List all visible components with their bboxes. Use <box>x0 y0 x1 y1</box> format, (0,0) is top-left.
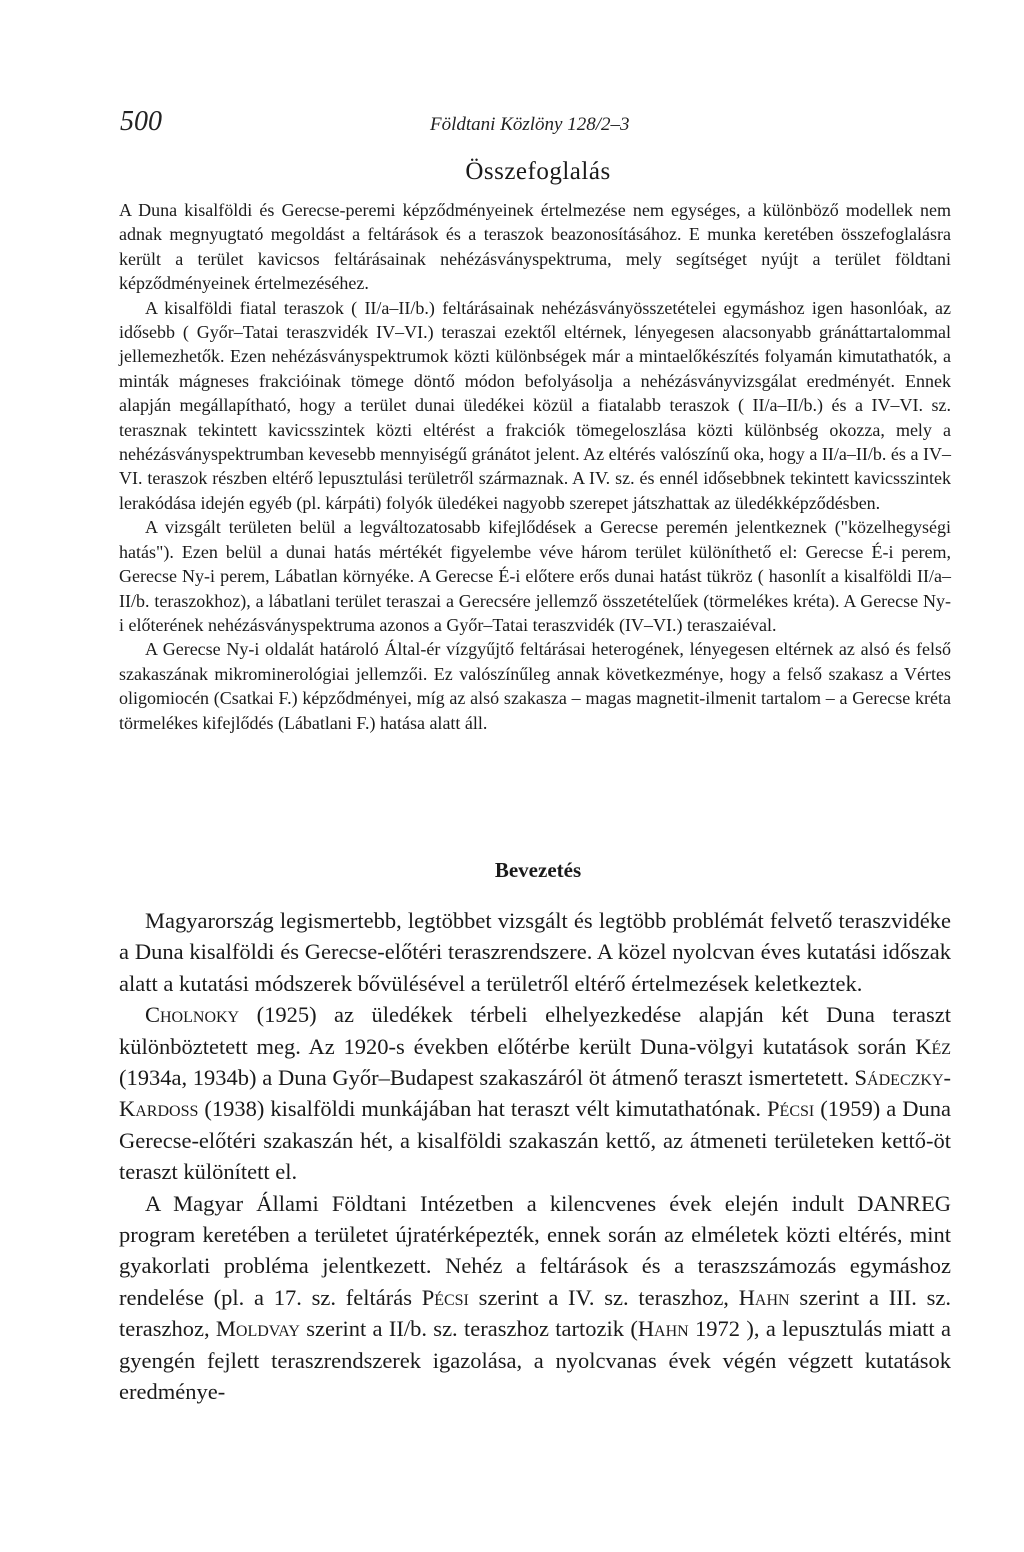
author-name: Cholnoky <box>145 1002 240 1028</box>
intro-paragraph <box>119 1188 951 1408</box>
author-name: Kéz <box>915 1033 951 1059</box>
text-run: szerint a IV. sz. teraszhoz, <box>468 1284 739 1310</box>
summary-paragraph: A Gerecse Ny-i oldalát határoló Által-ér vízgyűjtő feltárásai heterogének, lényegesen eltérnek az alsó és felső szakaszának mikrominerológiai jellemzői. Ez valószínűleg annak következménye, hogy a felső szakasz a Vértes oligomiocén (Csatkai F.) képződményei, míg az alsó szakasza – magas magnetit-ilmenit tartalom – a Gerecse kréta törmelékes kifejlődés (Lábatlani F.) hatása alatt áll. <box>119 639 951 733</box>
summary-paragraph: A kisalföldi fiatal teraszok ( II/a–II/b.) feltárásainak nehézásványösszetételei egymáshoz igen hasonlóak, az idősebb ( Győr–Tatai teraszvidék IV–VI.) teraszai ezektől eltérnek, lényegesen alacsonyabb gránáttartalommal jellemezhetők. Ezen nehézásványspektrumok közti különbségek már a mintaelőkészítés folyamán kimutathatók, a minták mágneses frakcióinak tömege döntő módon befolyásolja a nehézásványvizsgálat eredményét. Ennek alapján megállapítható, hogy a terület dunai üledékei közül a fiatalabb teraszok ( II/a–II/b.) és a IV–VI. sz. terasznak tekintett kavicsszintek közti eltérést a frakciók tömegeloszlása közti különbség okozza, mely a nehézásványspektrumban kevesebb mennyiségű gránátot jelent. Az eltérés valószínű oka, hogy a II/a–II/b. és a IV–VI. teraszok részben eltérő lepusztulási területről származnak. A IV. sz. és ennél idősebbnek tekintett kavicsszintek lerakódása idején egyéb (pl. kárpáti) folyók üledékei nagyobb szerepet játszhattak az üledékképződésben. <box>119 297 951 513</box>
author-name: Pécsi <box>767 1096 815 1122</box>
journal-title: Földtani Közlöny 128/2–3 <box>430 114 630 135</box>
text-run: (1959) a Duna Gerecse-előtéri szakaszán hét, a kisalföldi szakaszán kettő, az átmeneti területeken kettő-öt teraszt különített el. <box>119 1096 951 1185</box>
summary-paragraph: A vizsgált területen belül a legváltozatosabb kifejlődések a Gerecse peremén jelentkeznek ("közelhegységi hatás"). Ezen belül a dunai hatás mértékét figyelembe véve három terület különíthető el: Gerecse É-i perem, Gerecse Ny-i perem, Lábatlan környéke. A Gerecse É-i előtere erős dunai hatást tükröz ( hasonlít a kisalföldi II/a–II/b. teraszokhoz), a lábatlani terület teraszai a Gerecsére jellemző összetételűek (törmelékes kréta). A Gerecse Ny-i előterének nehézásványspektruma azonos a Győr–Tatai teraszvidék (IV–VI.) teraszaiéval. <box>119 517 951 635</box>
author-name: Hahn <box>637 1316 689 1342</box>
intro-paragraph <box>119 999 951 1187</box>
text-run: A Magyar Állami Földtani Intézetben a kilencvenes évek elején indult DANREG program keretében a területet újratérképezték, ennek során az elméletek közti eltérés, mint gyakorlati probléma jelentkezett. Nehéz a feltárások és a teraszszámozás egymáshoz rendelése (pl. a 17. sz. feltárás <box>119 1190 951 1310</box>
text-run: szerint a III. sz. teraszhoz, <box>119 1284 951 1342</box>
text-run: szerint a II/b. sz. teraszhoz tartozik ( <box>299 1316 638 1342</box>
author-name: Moldvay <box>215 1316 300 1342</box>
summary-section <box>119 198 951 735</box>
intro-paragraph: Magyarország legismertebb, legtöbbet vizsgált és legtöbb problémát felvető teraszvidéke a Duna kisalföldi és Gerecse-előtéri teraszrendszere. A közel nyolcvan éves kutatási időszak alatt a kutatási módszerek bővülésével a területről eltérő értelmezések keletkeztek. <box>119 908 951 996</box>
text-run: (1925) az üledékek térbeli elhelyezkedése alapján két Duna teraszt különböztetett meg. Az 1920-s években előtérbe került Duna-völgyi kutatások során <box>119 1002 951 1059</box>
author-name: Pécsi <box>421 1284 469 1310</box>
introduction-section <box>119 905 951 1408</box>
page-number: 500 <box>120 106 162 137</box>
page-header <box>120 106 950 146</box>
summary-paragraph: A Duna kisalföldi és Gerecse-peremi képződményeinek értelmezése nem egységes, a különböző modellek nem adnak megnyugtató megoldást a feltárások és a teraszok beazonosításához. E munka keretében összefoglalásra került a terület kavicsos feltárásainak nehézásványspektruma, mely segítséget nyújt a terület földtani képződményeinek értelmezéséhez. <box>119 200 951 294</box>
author-name: Sádeczky-Kardoss <box>119 1065 951 1122</box>
text-run: 1972 ), a lepusztulás miatt a gyengén fejlett teraszrendszerek igazolása, a nyolcvanas évek végén végzett kutatások eredménye- <box>119 1316 951 1405</box>
text-run: (1938) kisalföldi munkájában hat teraszt vélt kimutathatónak. <box>198 1096 768 1122</box>
summary-heading: Összefoglalás <box>465 158 611 185</box>
text-run: (1934a, 1934b) a Duna Győr–Budapest szakaszáról öt átmenő teraszt ismertetett. <box>119 1065 855 1091</box>
author-name: Hahn <box>738 1284 790 1310</box>
introduction-heading: Bevezetés <box>494 858 582 882</box>
